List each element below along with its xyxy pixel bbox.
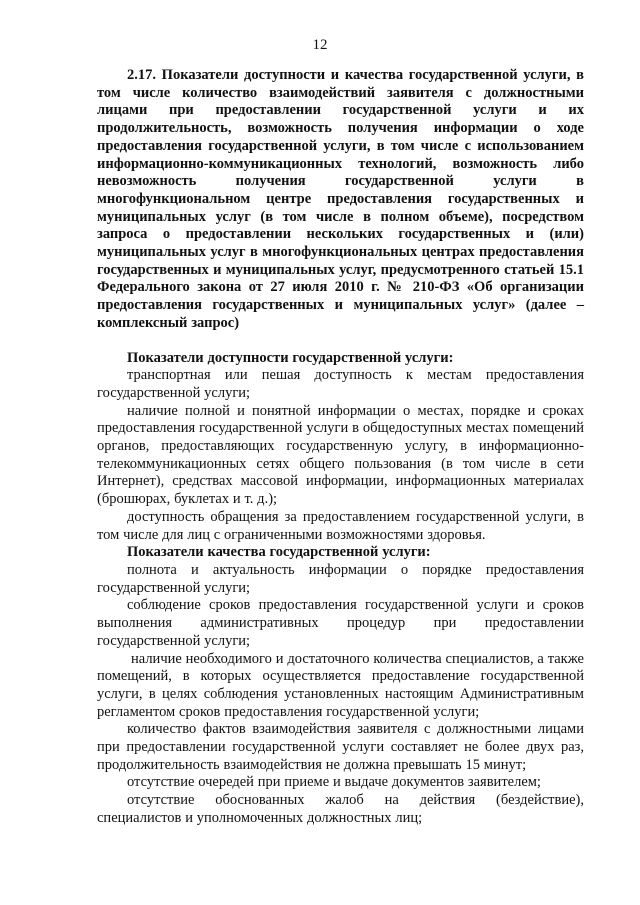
- availability-item: транспортная или пешая доступность к местам предоставления государственной услуги;: [97, 367, 584, 401]
- quality-item: полнота и актуальность информации о порядке предоставления государственной услуги;: [97, 561, 584, 596]
- quality-item: отсутствие обоснованных жалоб на действия (бездействие), специалистов и уполномоченных должностных лиц;: [97, 792, 584, 826]
- availability-item: доступность обращения за предоставлением государственной услуги, в том числе для лиц с ограниченными возможностями здоровья.: [97, 508, 584, 543]
- availability-heading: Показатели доступности государственной услуги:: [127, 349, 454, 366]
- availability-item: наличие полной и понятной информации о местах, порядке и сроках предоставления государственной услуги в общедоступных местах помещений органов, предоставляющих государственную услугу, в информационно-телекоммуникационных сетях общего пользования (в том числе в сети Интернет), средствах массовой информации, информационных материалах (брошюрах, буклетах и т. д.);: [97, 402, 584, 508]
- quality-item: количество фактов взаимодействия заявителя с должностными лицами при предоставлении государственной услуги составляет не более двух раз, продолжительность взаимодействия не должна превышать 15 минут;: [97, 721, 584, 773]
- quality-item: соблюдение сроков предоставления государственной услуги и сроков выполнения административных процедур при предоставлении государственной услуги;: [97, 597, 584, 649]
- page-number: 12: [312, 37, 328, 53]
- quality-heading: Показатели качества государственной услуги:: [127, 544, 431, 561]
- quality-item: отсутствие очередей при приеме и выдаче документов заявителем;: [127, 774, 541, 791]
- document-body: [97, 67, 584, 828]
- quality-item: наличие необходимого и достаточного количества специалистов, а также помещений, в которых осуществляется предоставление государственной услуги, в целях соблюдения установленных настоящим Административным регламентом сроков предоставления государственной услуги;: [97, 650, 584, 720]
- section-title: 2.17. Показатели доступности и качества государственной услуги, в том числе количество взаимодействий заявителя с должностными лицами при предоставлении государственной услуги и их продолжительность, возможность получения информации о ходе предоставления государственной услуги, в том числе с использованием информационно-коммуникационных технологий, возможность либо невозможность получения государственной услуги в многофункциональном центре предоставления государственных и муниципальных услуг (в том числе в полном объеме), посредством запроса о предоставлении нескольких государственных и (или) муниципальных услуг в многофункциональных центрах предоставления государственных и муниципальных услуг, предусмотренного статьей 15.1 Федерального закона от 27 июля 2010 г. № 210-ФЗ «Об организации предоставления государственных и муниципальных услуг» (далее – комплексный запрос): [97, 67, 584, 331]
